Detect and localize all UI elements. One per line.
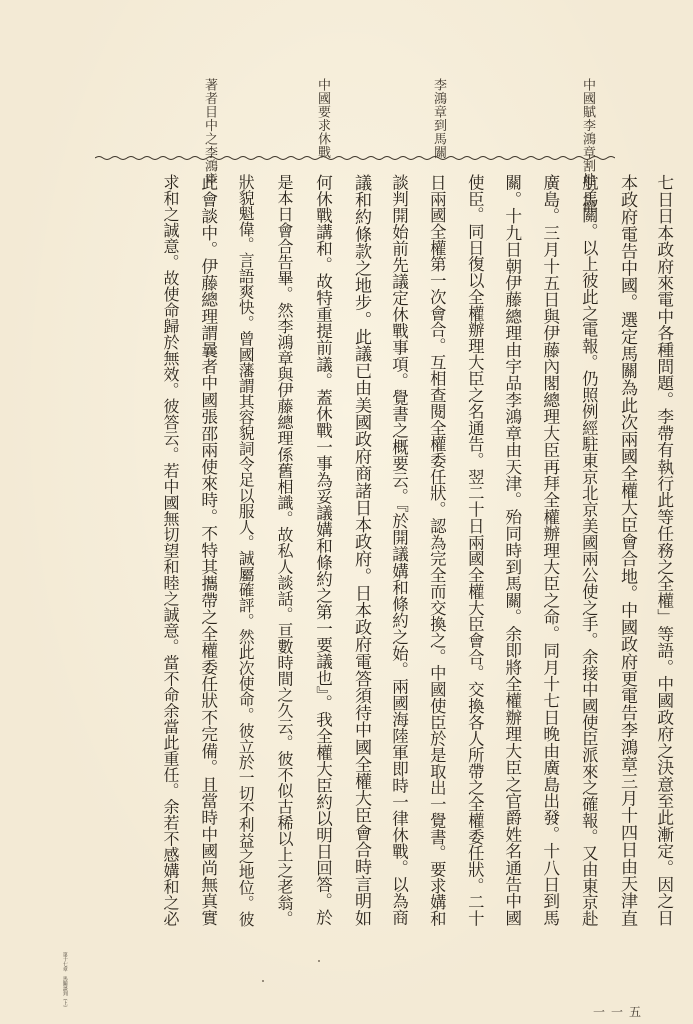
body-column: 廣島。三月十五日與伊藤內閣總理大臣再拜全權辦理大臣之命。同月十七日晚由廣島出發。十八日到馬 bbox=[540, 174, 561, 926]
margin-note: 著者目中之李鴻章 bbox=[202, 78, 217, 186]
chapter-number: 第十七章 bbox=[61, 952, 68, 972]
margin-note: 中國賦李鴻章割地之權 bbox=[580, 78, 595, 213]
body-column: 談判開始前先議定休戰事項。覺書之概要云。『於開議媾和條約之始。兩國海陸軍即時一律休戰。以為商 bbox=[389, 174, 409, 926]
body-column: 求和之誠意。故使命歸於無效。彼答云。若中國無切望和睦之誠意。當不命余當此重任。余若不感媾和之必 bbox=[161, 174, 181, 927]
paper-speck bbox=[262, 980, 264, 982]
chapter-label bbox=[62, 952, 67, 1011]
body-column: 是本日會合告畢。然李鴻章與伊藤總理係舊相識。故私人談話。亘數時間之久云。彼不似古稀以上之老翁。 bbox=[275, 174, 295, 927]
body-column: 使臣。同日復以全權辦理大臣之名通告。翌二十日兩國全權大臣會合。交換各人所帶之全權委任狀。二十 bbox=[465, 174, 485, 927]
page-number: 一一五 bbox=[593, 1005, 648, 1019]
body-column: 本政府電告中國。選定馬關為此次兩國全權大臣會合地。中國政府更電告李鴻章三月十四日由天津直 bbox=[617, 174, 638, 927]
paper-speck bbox=[318, 960, 320, 962]
body-column: 狀貌魁偉。言語爽快。曾國藩謂其容貌詞令足以服人。誠屬確評。然此次使命。彼立於一切不利益之地位。彼 bbox=[236, 174, 256, 927]
body-column: 七日日本政府來電中各種問題。李帶有執行此等任務之全權」等語。中國政府之決意至此漸定。因之日 bbox=[654, 174, 675, 926]
wavy-divider bbox=[95, 154, 615, 162]
chapter-title: 馬關談判（上） bbox=[61, 976, 68, 1011]
body-column: 何休戰講和。故特重提前議。蓋休戰一事為妥議媾和條約之第一要議也』。我全權大臣約以明日回答。於 bbox=[313, 174, 333, 926]
body-column: 議和約條款之地步。此議已由美國政府商諸日本政府。日本政府電答須待中國全權大臣會合時言明如 bbox=[351, 174, 372, 927]
body-column: 航馬關。以上彼此之電報。仍照例經駐東京北京美國兩公使之手。余接中國使臣派來之確報。又由東京赴 bbox=[579, 174, 599, 927]
margin-note: 中國要求休戰 bbox=[315, 78, 330, 159]
body-column: 此會談中。伊藤總理謂曩者中國張邵兩使來時。不特其攜帶之全權委任狀不完備。且當時中國尚無真實 bbox=[198, 174, 219, 926]
margin-note: 李鴻章到馬關 bbox=[431, 78, 446, 159]
body-column: 關。十九日朝伊藤總理由宇品李鴻章由天津。殆同時到馬關。余即將全權辦理大臣之官爵姓名通告中國 bbox=[502, 174, 523, 926]
body-column: 日兩國全權第一次會合。互相查閱全權委任狀。認為完全而交換之。中國使臣於是取出一覺書。要求媾和 bbox=[427, 174, 447, 927]
